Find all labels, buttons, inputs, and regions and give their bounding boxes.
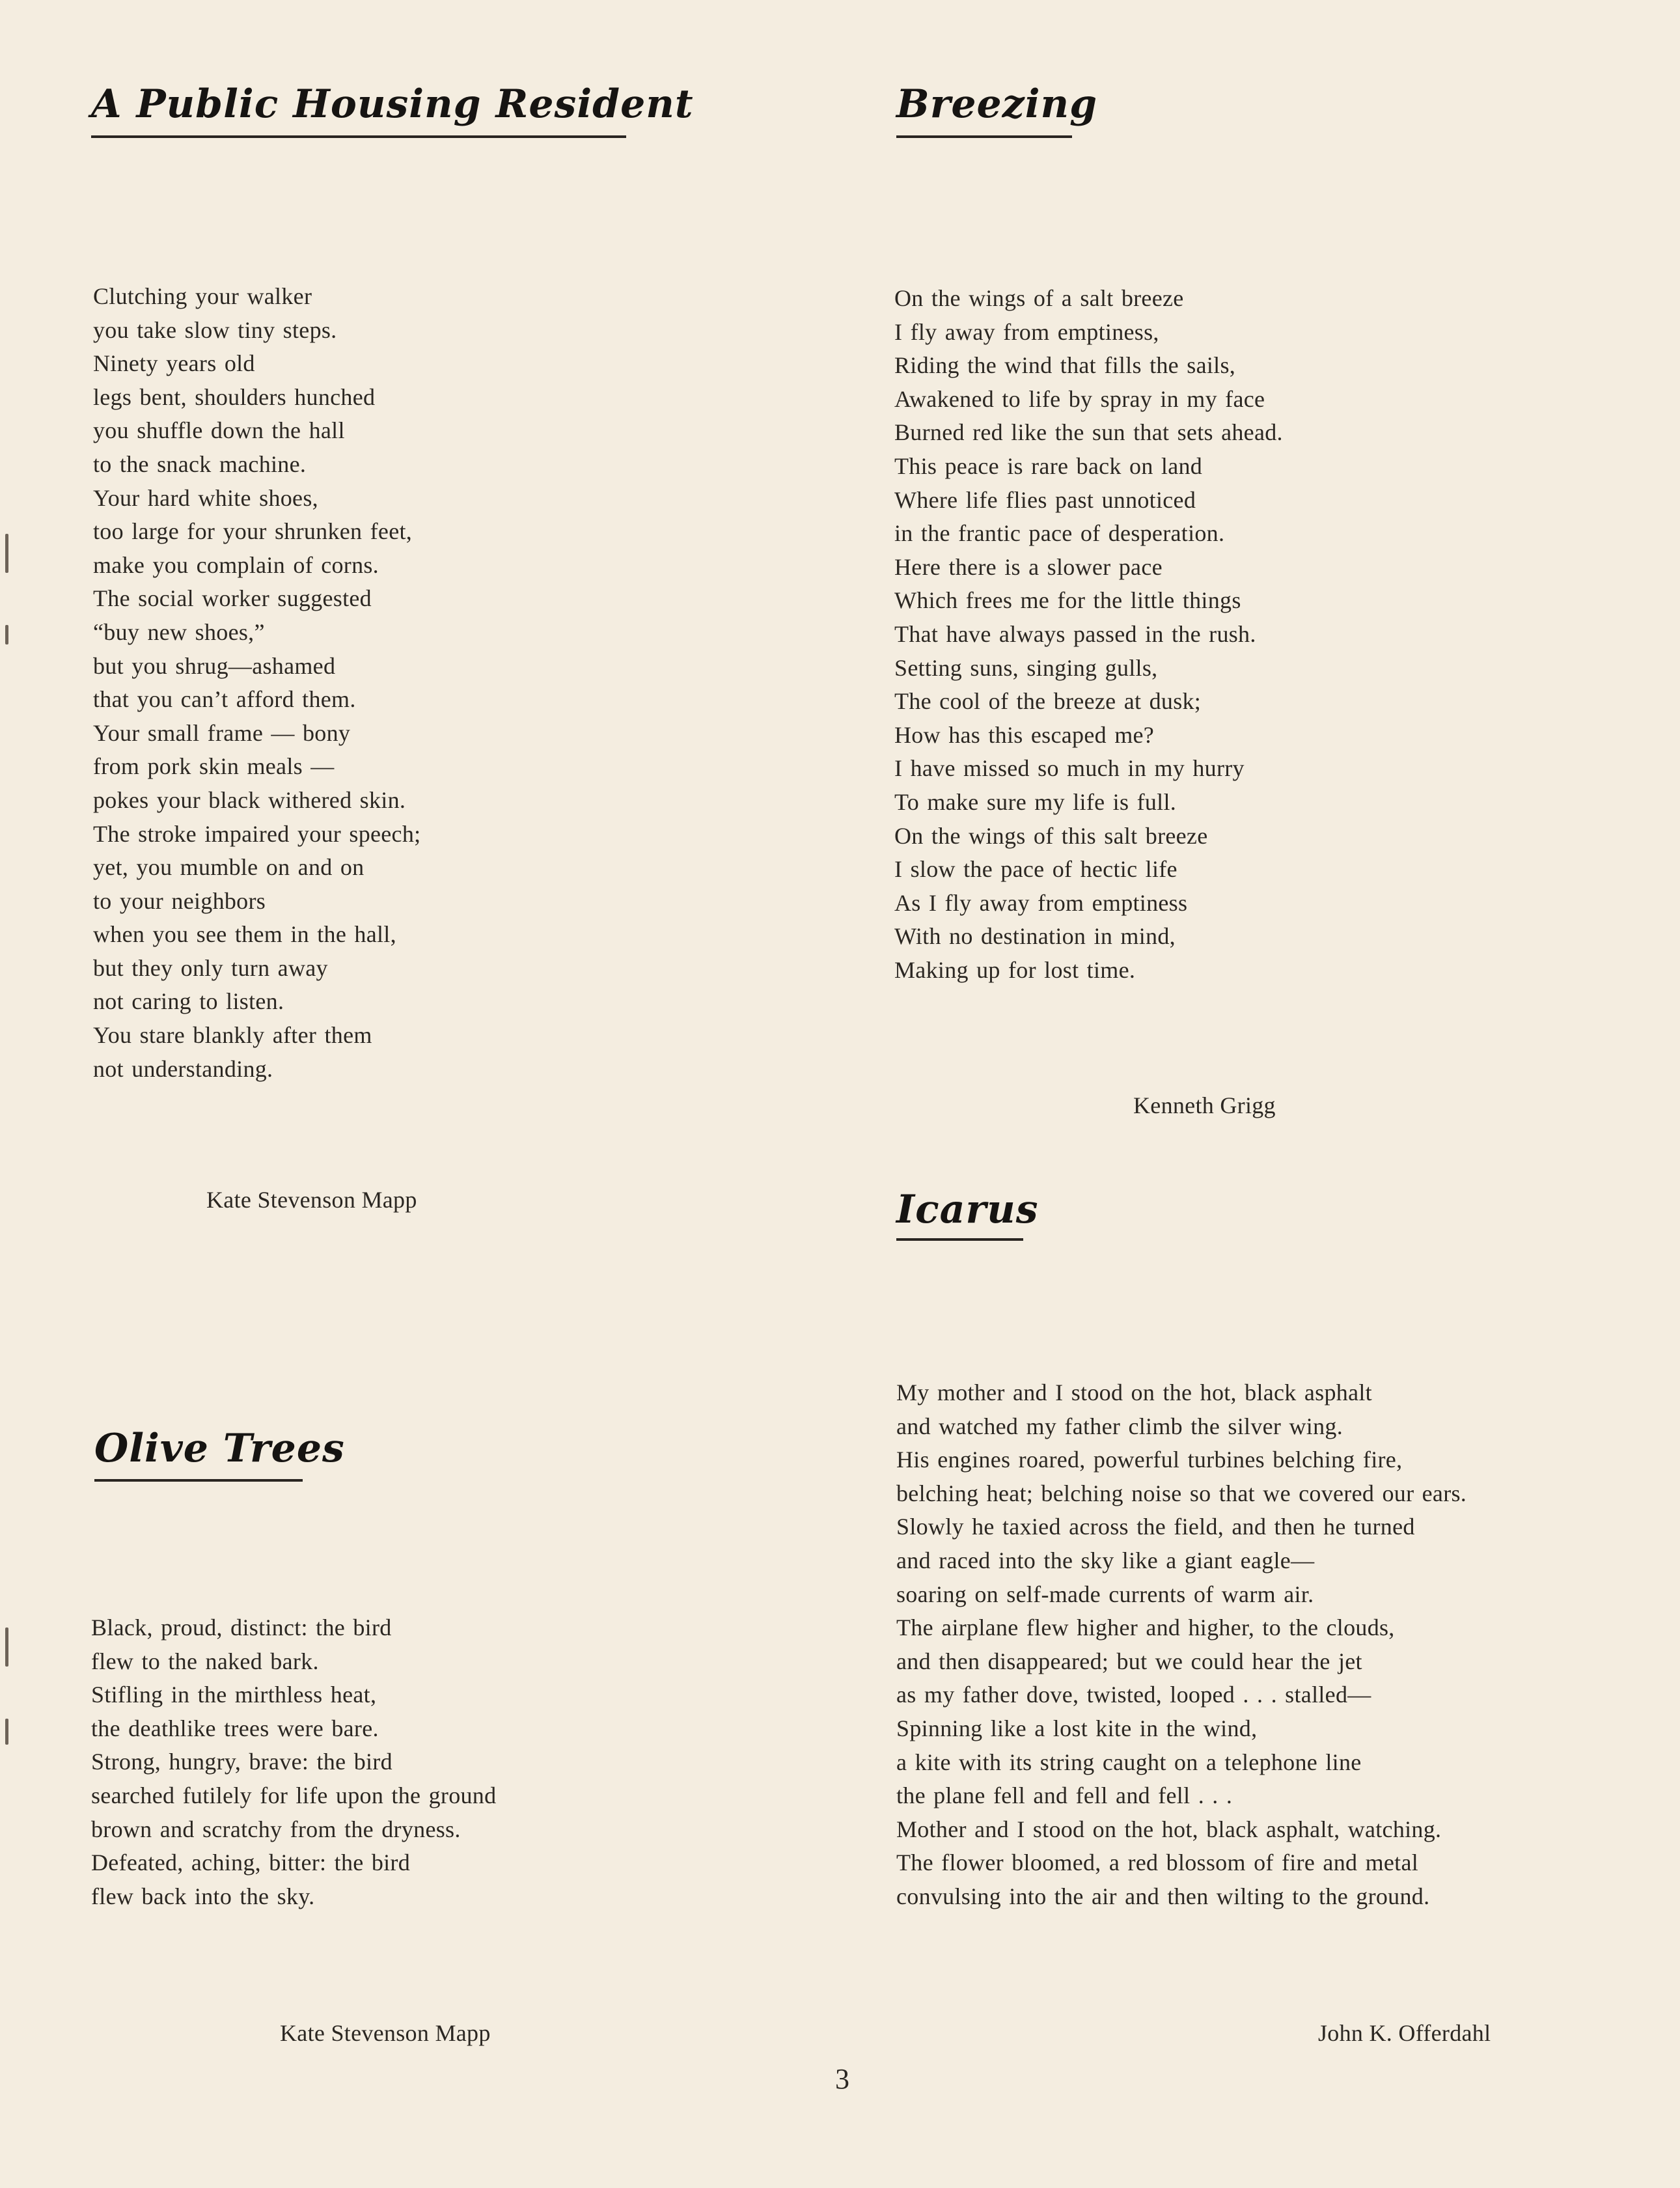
page-number: 3 bbox=[835, 2063, 849, 2095]
poem-line: The stroke impaired your speech; bbox=[93, 820, 421, 847]
poem-line: flew to the naked bark. bbox=[91, 1648, 319, 1674]
poem-line: as my father dove, twisted, looped . . . stalled— bbox=[896, 1682, 1371, 1708]
poem-line: when you see them in the hall, bbox=[93, 921, 396, 948]
binding-mark bbox=[5, 625, 8, 644]
binding-mark bbox=[5, 1719, 8, 1745]
poem-line: Awakened to life by spray in my face bbox=[894, 385, 1265, 412]
poem-line: flew back into the sky. bbox=[91, 1883, 315, 1909]
poem-line: Clutching your walker bbox=[93, 283, 312, 309]
poem-line: Setting suns, singing gulls, bbox=[894, 654, 1158, 681]
poem-line: I have missed so much in my hurry bbox=[894, 755, 1245, 782]
poem-line: Where life flies past unnoticed bbox=[894, 486, 1196, 513]
poem-line: belching heat; belching noise so that we covered our ears. bbox=[896, 1480, 1467, 1506]
poem-line: not understanding. bbox=[93, 1055, 273, 1082]
poem-line: The flower bloomed, a red blossom of fire and metal bbox=[896, 1849, 1419, 1876]
poem-line: Here there is a slower pace bbox=[894, 553, 1163, 580]
poem-line: This peace is rare back on land bbox=[894, 452, 1203, 479]
poem-lines bbox=[93, 280, 420, 1086]
poem-line: and watched my father climb the silver wing. bbox=[896, 1413, 1343, 1439]
poem-line: and raced into the sky like a giant eagle— bbox=[896, 1547, 1315, 1573]
poem-line: you shuffle down the hall bbox=[93, 417, 345, 444]
poem-line: The airplane flew higher and higher, to the clouds, bbox=[896, 1614, 1395, 1641]
poem-line: That have always passed in the rush. bbox=[894, 620, 1256, 647]
poem-lines bbox=[894, 282, 1283, 987]
poem-line: the plane fell and fell and fell . . . bbox=[896, 1782, 1233, 1809]
poem-line: legs bent, shoulders hunched bbox=[93, 383, 376, 410]
poem-lines bbox=[91, 1611, 496, 1913]
poem-line: pokes your black withered skin. bbox=[93, 786, 406, 813]
poem-title: Icarus bbox=[896, 1187, 1039, 1232]
poem-title: Breezing bbox=[896, 81, 1098, 127]
poem-line: How has this escaped me? bbox=[894, 721, 1155, 748]
poem-line: Riding the wind that fills the sails, bbox=[894, 352, 1236, 379]
title-underline bbox=[896, 135, 1072, 138]
binding-mark bbox=[5, 1627, 8, 1667]
title-underline bbox=[94, 1479, 303, 1482]
poem-title: Olive Trees bbox=[94, 1426, 345, 1471]
poem-line: but you shrug—ashamed bbox=[93, 652, 336, 679]
poem-line: I fly away from emptiness, bbox=[894, 318, 1159, 345]
poem-line: Slowly he taxied across the field, and then he turned bbox=[896, 1514, 1415, 1540]
poem-line: convulsing into the air and then wilting to the ground. bbox=[896, 1883, 1430, 1909]
poem-title: A Public Housing Resident bbox=[91, 81, 694, 127]
poem-line: I slow the pace of hectic life bbox=[894, 856, 1177, 883]
poem-line: in the frantic pace of desperation. bbox=[894, 520, 1225, 547]
poem-line: searched futilely for life upon the ground bbox=[91, 1782, 497, 1808]
poem-line: Mother and I stood on the hot, black asphalt, watching. bbox=[896, 1816, 1442, 1842]
poem-line: brown and scratchy from the dryness. bbox=[91, 1816, 461, 1842]
poem-line: Stifling in the mirthless heat, bbox=[91, 1682, 377, 1708]
poem-line: Ninety years old bbox=[93, 350, 255, 377]
poem-line: from pork skin meals — bbox=[93, 753, 335, 780]
poem-line: “buy new shoes,” bbox=[93, 618, 265, 645]
poem-line: The cool of the breeze at dusk; bbox=[894, 688, 1202, 715]
binding-mark bbox=[5, 534, 8, 573]
poem-line: not caring to listen. bbox=[93, 988, 284, 1015]
poem-line: you take slow tiny steps. bbox=[93, 316, 337, 343]
poem-line: You stare blankly after them bbox=[93, 1022, 372, 1049]
poem-line: to the snack machine. bbox=[93, 450, 307, 477]
poem-line: As I fly away from emptiness bbox=[894, 889, 1188, 916]
poem-line: a kite with its string caught on a telephone line bbox=[896, 1749, 1362, 1775]
poem-line: make you complain of corns. bbox=[93, 551, 379, 578]
poem-author: Kenneth Grigg bbox=[1133, 1092, 1276, 1118]
poem-line: On the wings of this salt breeze bbox=[894, 822, 1208, 849]
poem-line: With no destination in mind, bbox=[894, 923, 1176, 950]
poem-line: soaring on self-made currents of warm air. bbox=[896, 1581, 1314, 1607]
poem-line: yet, you mumble on and on bbox=[93, 854, 365, 881]
poem-line: and then disappeared; but we could hear the jet bbox=[896, 1648, 1362, 1674]
poem-line: Strong, hungry, brave: the bird bbox=[91, 1749, 392, 1775]
poem-author: Kate Stevenson Mapp bbox=[206, 1187, 417, 1213]
poem-line: Defeated, aching, bitter: the bird bbox=[91, 1849, 411, 1876]
poem-lines bbox=[896, 1376, 1467, 1914]
poem-line: but they only turn away bbox=[93, 954, 328, 981]
poem-line: Black, proud, distinct: the bird bbox=[91, 1614, 392, 1641]
poem-line: too large for your shrunken feet, bbox=[93, 518, 413, 545]
poem-line: Spinning like a lost kite in the wind, bbox=[896, 1715, 1258, 1741]
poem-line: Which frees me for the little things bbox=[894, 587, 1241, 614]
title-underline bbox=[896, 1238, 1023, 1241]
poem-line: Making up for lost time. bbox=[894, 956, 1136, 983]
poem-line: The social worker suggested bbox=[93, 585, 372, 612]
poem-line: Burned red like the sun that sets ahead. bbox=[894, 419, 1283, 446]
poem-author: Kate Stevenson Mapp bbox=[280, 2020, 491, 2046]
poem-line: that you can’t afford them. bbox=[93, 686, 356, 713]
poem-line: To make sure my life is full. bbox=[894, 788, 1177, 815]
poem-line: On the wings of a salt breeze bbox=[894, 285, 1184, 311]
poem-line: Your hard white shoes, bbox=[93, 484, 318, 511]
poem-line: My mother and I stood on the hot, black asphalt bbox=[896, 1379, 1372, 1406]
poem-line: Your small frame — bony bbox=[93, 719, 351, 746]
title-underline bbox=[91, 135, 626, 138]
poem-line: the deathlike trees were bare. bbox=[91, 1715, 379, 1741]
poem-line: His engines roared, powerful turbines belching fire, bbox=[896, 1447, 1403, 1473]
poem-author: John K. Offerdahl bbox=[1318, 2020, 1491, 2046]
poem-line: to your neighbors bbox=[93, 887, 266, 914]
